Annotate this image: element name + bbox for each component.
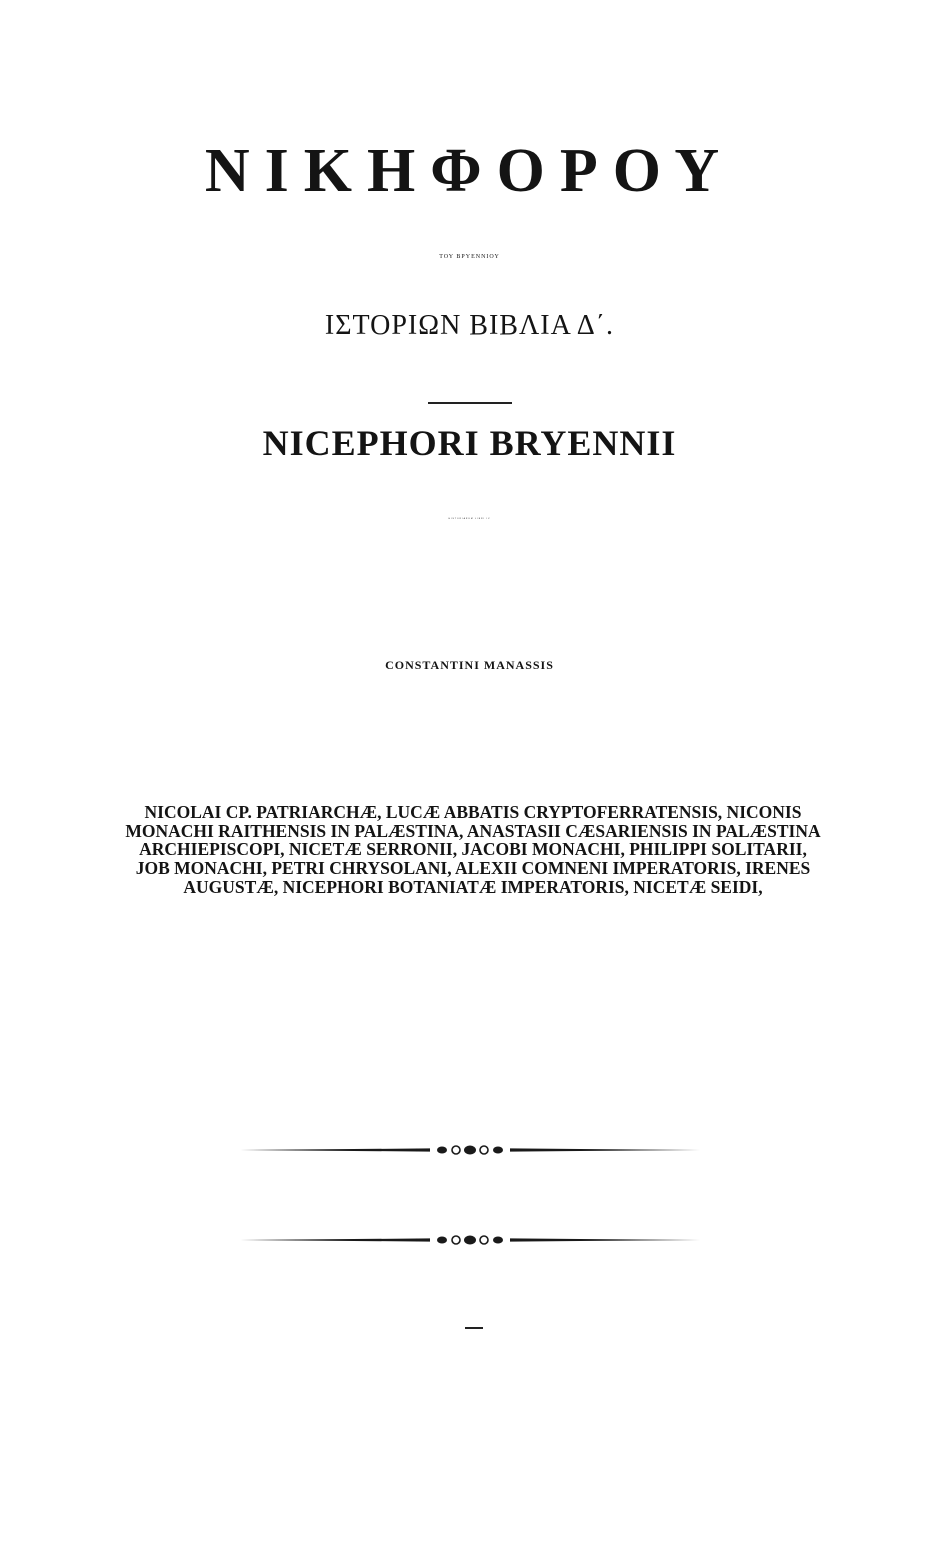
contributors-line: NICOLAI CP. PATRIARCHÆ, LUCÆ ABBATIS CRYPTOFERRATENSIS, NICONIS: [144, 802, 802, 822]
greek-title-author: ΝΙΚΗΦΟΡΟΥ: [204, 137, 735, 205]
contributors-line: JOB MONACHI, PETRI CHRYSOLANI, ALEXII COMNENI IMPERATORIS, IRENES: [135, 858, 811, 879]
contributors-line: ARCHIEPISCOPI, NICETÆ SERRONII, JACOBI MONACHI, PHILIPPI SOLITARII,: [139, 839, 807, 860]
latin-subtitle: HISTORIARUM LIBRI IV: [448, 518, 491, 520]
contributors-block: [50, 803, 896, 897]
ornament-rule-icon: [240, 1232, 700, 1248]
contributors-line: AUGUSTÆ, NICEPHORI BOTANIATÆ IMPERATORIS, NICETÆ SEIDI,: [183, 876, 763, 897]
second-author: CONSTANTINI MANASSIS: [385, 658, 554, 672]
divider-rule: [465, 1327, 483, 1329]
greek-title-family: ΤΟΥ ΒΡΥΕΝΝΙΟΥ: [439, 254, 500, 260]
greek-title-work: ΙΣΤΟΡΙΩΝ ΒΙΒΛΙΑ Δ΄.: [324, 310, 615, 341]
ornament-rule-icon: [240, 1142, 700, 1158]
latin-title: NICEPHORI BRYENNII: [262, 423, 677, 463]
contributors-line: MONACHI RAITHENSIS IN PALÆSTINA, ANASTASII CÆSARIENSIS IN PALÆSTINA: [125, 820, 821, 841]
divider-rule: [428, 402, 512, 404]
